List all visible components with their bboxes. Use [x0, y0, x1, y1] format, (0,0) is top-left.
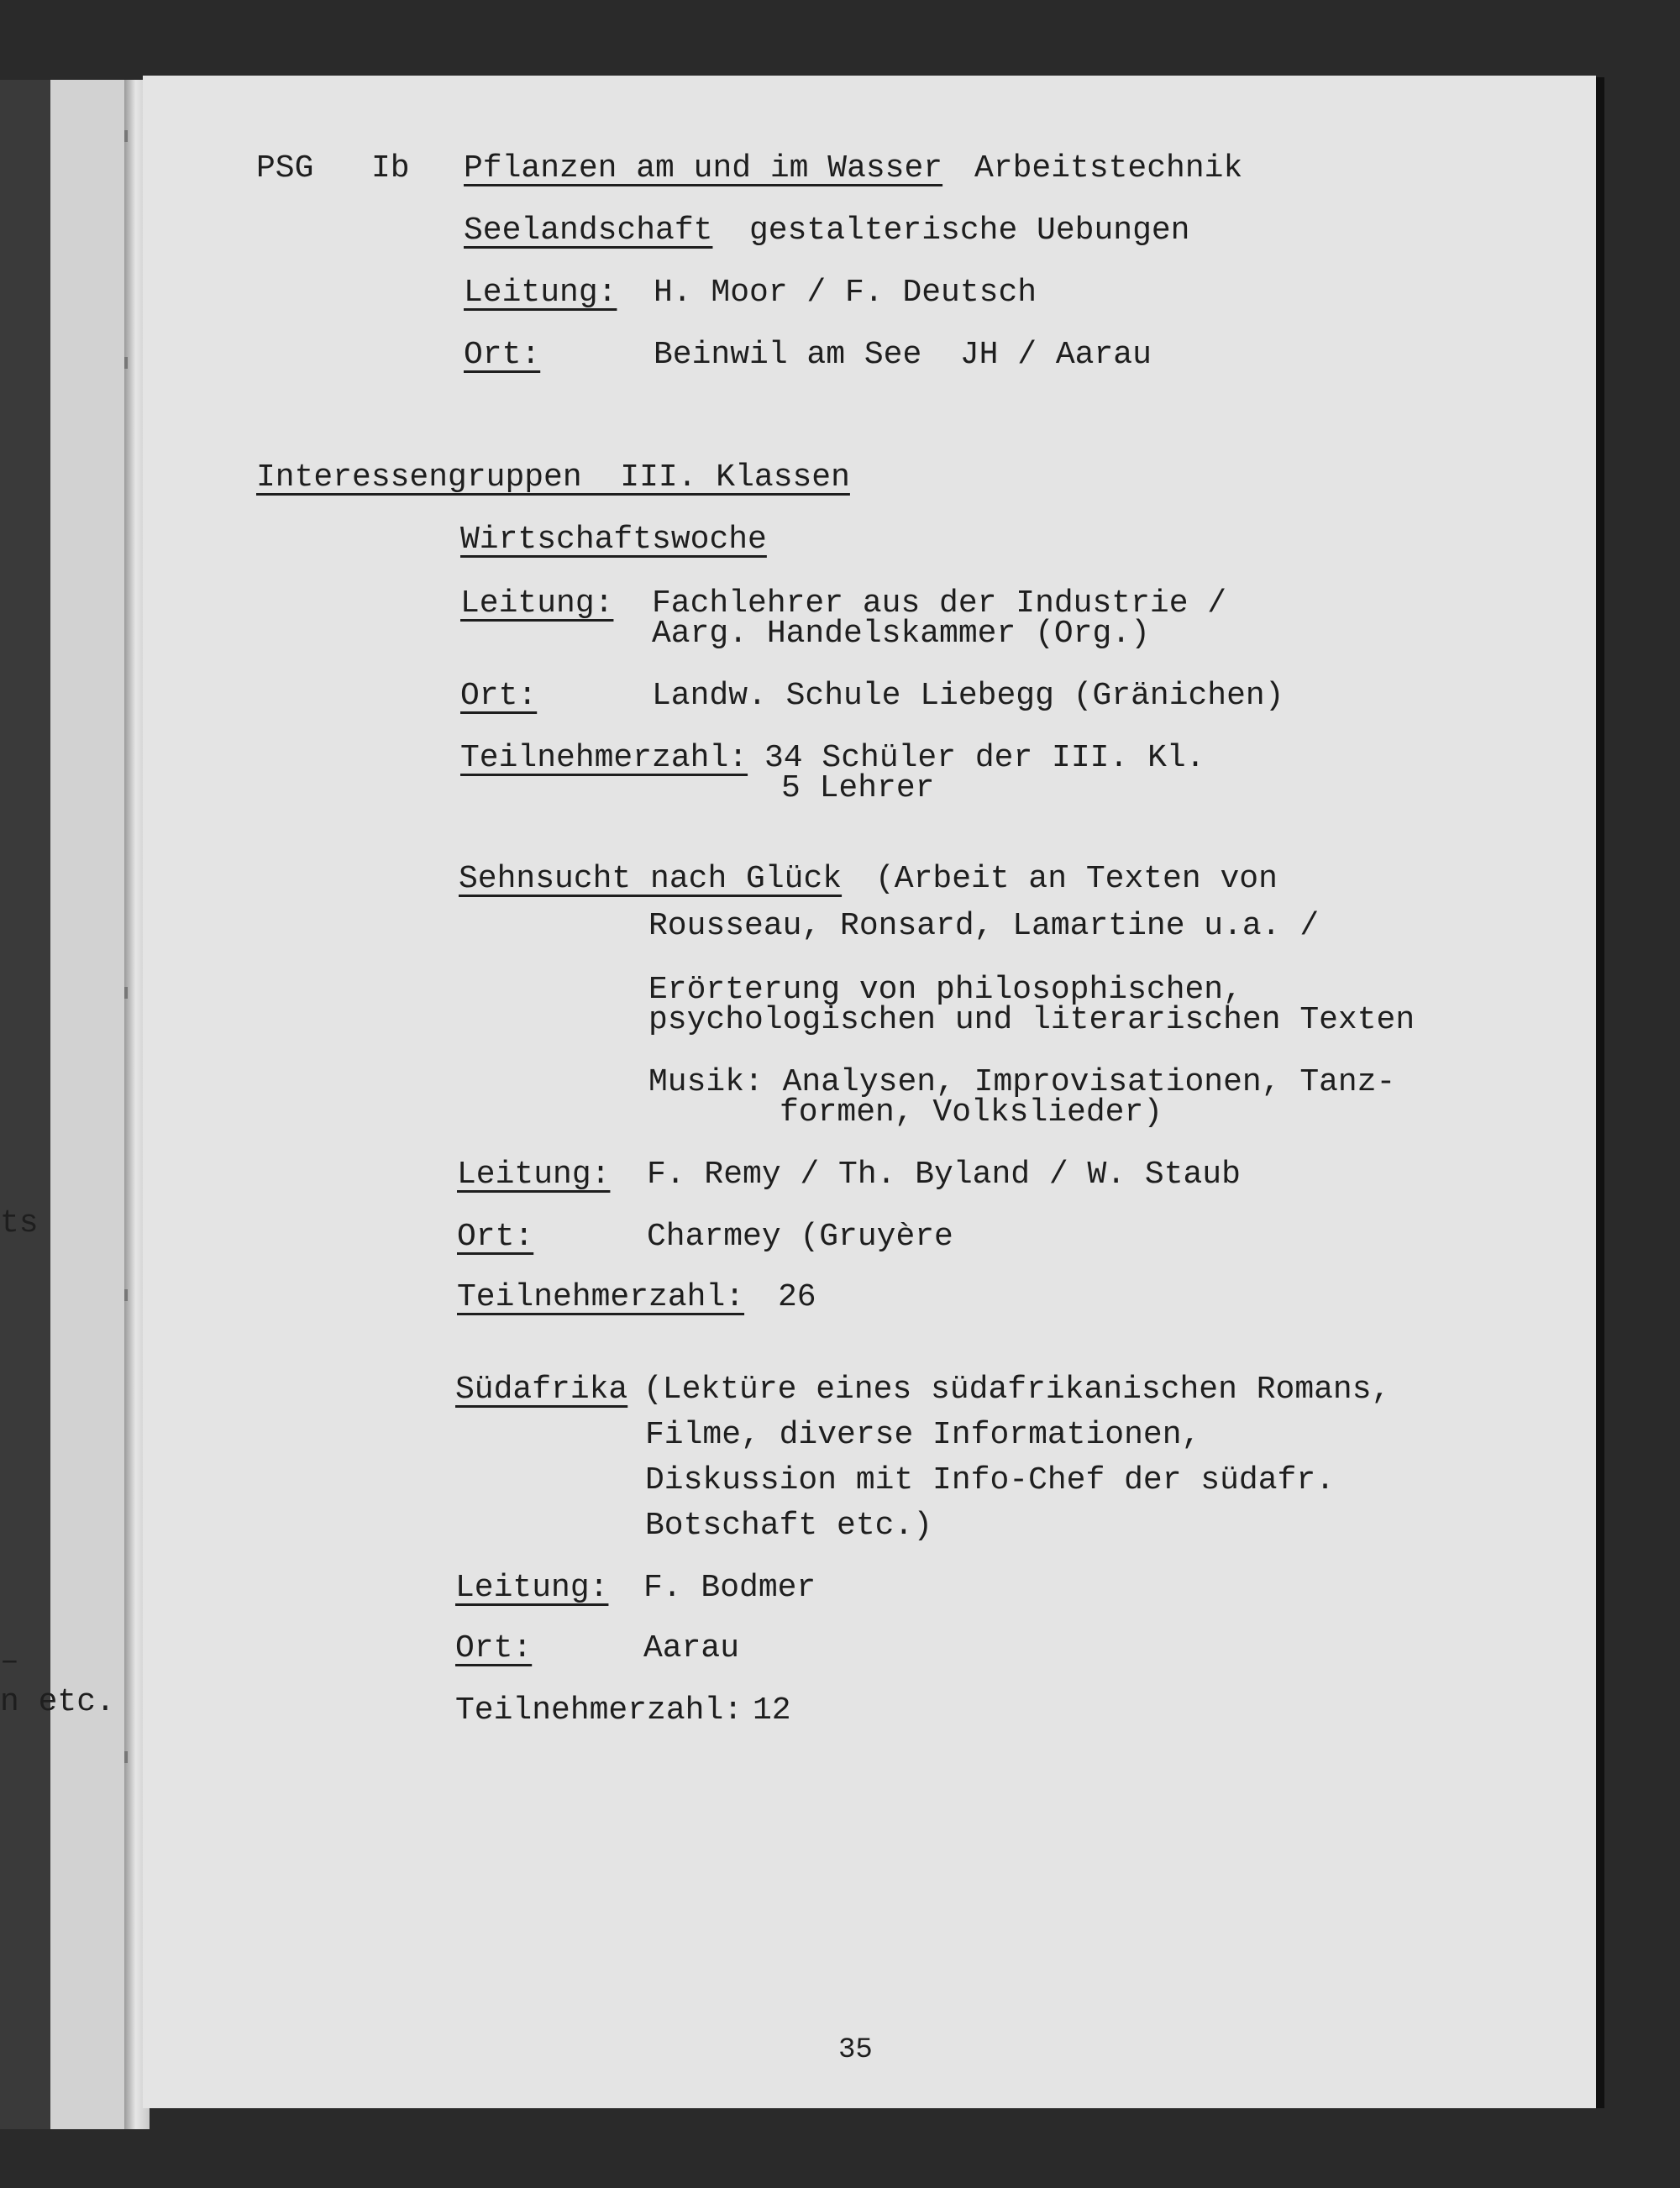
page-number: 35: [838, 2034, 873, 2066]
leitung-label: Leitung:: [457, 1157, 611, 1193]
ort-label: Ort:: [457, 1219, 534, 1255]
teilnehmer-value: 5 Lehrer: [781, 770, 935, 806]
group-title-sehnsucht: Sehnsucht nach Glück: [459, 861, 843, 897]
teilnehmer-label: Teilnehmerzahl:: [460, 740, 748, 776]
teilnehmer-label: Teilnehmerzahl:: [457, 1279, 745, 1315]
ort-value: Aarau: [643, 1630, 740, 1666]
stitch-mark: [124, 1751, 128, 1763]
ort-label: Ort:: [464, 337, 541, 373]
course-code: PSG: [256, 150, 314, 186]
previous-page-fragment: –: [0, 1644, 19, 1680]
document-page: [143, 76, 1596, 2108]
ort-value: Landw. Schule Liebegg (Gränichen): [652, 678, 1284, 714]
group-description: formen, Volkslieder): [780, 1094, 1163, 1131]
leitung-value: Fachlehrer aus der Industrie /: [652, 585, 1227, 622]
leitung-label: Leitung:: [455, 1570, 609, 1606]
ort-label: Ort:: [460, 678, 538, 714]
course-title: Pflanzen am und im Wasser: [464, 150, 943, 186]
group-description: Rousseau, Ronsard, Lamartine u.a. /: [648, 908, 1320, 944]
group-description: Filme, diverse Informationen,: [645, 1417, 1201, 1453]
leitung-value: F. Remy / Th. Byland / W. Staub: [647, 1157, 1241, 1193]
leitung-value: F. Bodmer: [643, 1570, 816, 1606]
course-note: Arbeitstechnik: [974, 150, 1243, 186]
course-subtitle-note: gestalterische Uebungen: [749, 213, 1190, 249]
group-description: Botschaft etc.): [645, 1508, 933, 1544]
previous-page-shadow: [0, 80, 50, 2129]
ort-label: Ort:: [455, 1630, 533, 1666]
group-title-wirtschaft: Wirtschaftswoche: [460, 522, 767, 558]
leitung-label: Leitung:: [460, 585, 614, 622]
course-subtitle: Seelandschaft: [464, 213, 713, 249]
leitung-label: Leitung:: [464, 275, 617, 311]
group-description: psychologischen und literarischen Texten: [648, 1002, 1415, 1038]
section-heading: Interessengruppen III. Klassen: [256, 459, 850, 496]
teilnehmer-value: 26: [778, 1279, 816, 1315]
group-description: Musik: Analysen, Improvisationen, Tanz-: [648, 1064, 1396, 1100]
class-label: Ib: [371, 150, 410, 186]
stitch-mark: [124, 130, 128, 142]
group-title-suedafrika: Südafrika: [455, 1372, 628, 1408]
ort-value: Beinwil am See JH / Aarau: [654, 337, 1152, 373]
group-description: (Lektüre eines südafrikanischen Romans,: [643, 1372, 1391, 1408]
teilnehmer-value: 34 Schüler der III. Kl.: [764, 740, 1205, 776]
group-description: Diskussion mit Info-Chef der südafr.: [645, 1462, 1335, 1498]
teilnehmer-label: Teilnehmerzahl:: [455, 1692, 743, 1729]
stitch-mark: [124, 987, 128, 999]
ort-value: Charmey (Gruyère: [647, 1219, 953, 1255]
teilnehmer-value: 12: [753, 1692, 791, 1729]
leitung-value: H. Moor / F. Deutsch: [654, 275, 1037, 311]
stitch-mark: [124, 1289, 128, 1301]
leitung-value: Aarg. Handelskammer (Org.): [652, 616, 1150, 652]
group-description: (Arbeit an Texten von: [875, 861, 1278, 897]
previous-page-fragment: n etc.: [0, 1684, 115, 1720]
previous-page-edge: [0, 80, 141, 2129]
group-description: Erörterung von philosophischen,: [648, 972, 1242, 1008]
previous-page-fragment: ts: [0, 1205, 39, 1241]
stitch-mark: [124, 357, 128, 369]
